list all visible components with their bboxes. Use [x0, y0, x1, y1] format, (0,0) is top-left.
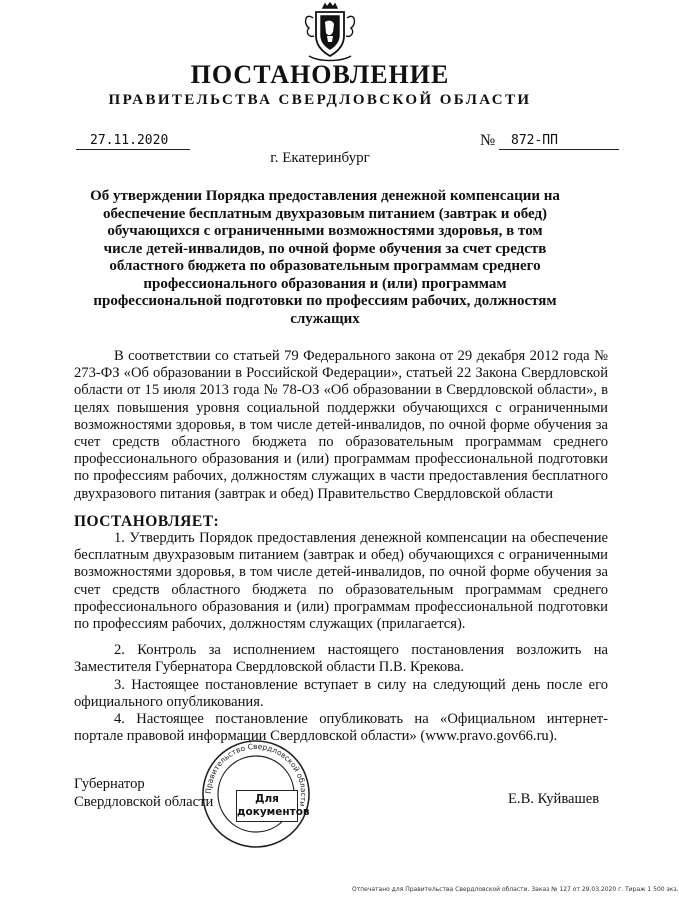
- issuing-body-heading: ПРАВИТЕЛЬСТВА СВЕРДЛОВСКОЙ ОБЛАСТИ: [108, 92, 532, 108]
- document-date: 27.11.2020: [76, 133, 190, 150]
- document-title: Об утверждении Порядка предоставления денежной компенсации на обеспечение бесплатным двухразовым питанием (завтрак и обед) обучающихся с ограниченными возможностями здоровья, в том числе детей-инвалидов, по очной форме обучения за счет средств областного бюджета по образовательным программам среднего профессионального образования и (или) программам профессиональной подготовки по профессиям рабочих, должностям служащих: [90, 188, 560, 327]
- stamp-center-label: [236, 790, 310, 822]
- decree-item-1: 1. Утвердить Порядок предоставления денежной компенсации на обеспечение бесплатным двухразовым питанием (завтрак и обед) обучающихся с ограниченными возможностями здоровья, в том числе детей-инвалидов, по очной форме обучения за счет средств областного бюджета по образовательным программам среднего профессионального образования и (или) программам профессиональной подготовки по профессиям рабочих, должностям служащих (прилагается).: [74, 530, 608, 633]
- stamp-center-line-1: Для: [255, 793, 279, 805]
- document-type-heading: ПОСТАНОВЛЕНИЕ: [190, 60, 450, 89]
- print-footer: Отпечатано для Правительства Свердловской области. Заказ № 127 от 29.03.2020 г. Тираж 1 500 экз.: [352, 886, 679, 893]
- coat-of-arms-icon: [301, 2, 359, 64]
- decree-word: ПОСТАНОВЛЯЕТ:: [74, 513, 220, 530]
- signatory-title: [74, 775, 213, 811]
- signatory-title-line-2: Свердловской области: [74, 794, 214, 810]
- stamp-ring-text: Правительство Свердловской области: [203, 741, 309, 808]
- document-city: г. Екатеринбург: [270, 150, 370, 166]
- signatory-title-line-1: Губернатор: [74, 776, 145, 792]
- preamble-paragraph: В соответствии со статьей 79 Федерального закона от 29 декабря 2012 года № 273-ФЗ «Об образовании в Российской Федерации», статьей 22 Закона Свердловской области от 15 июля 2013 года № 78-ОЗ «Об образовании в Свердловской области», в целях повышения уровня социальной поддержки обучающихся с ограниченными возможностями здоровья, в том числе детей-инвалидов, по очной форме обучения за счет средств областного бюджета по образовательным программам среднего профессионального образования и (или) программам профессиональной подготовки по профессиям рабочих, должностям служащих в части предоставления бесплатного двухразового питания (завтрак и обед) Правительство Свердловской области: [74, 348, 608, 502]
- signatory-name: Е.В. Куйвашев: [508, 791, 600, 807]
- decree-item-4: 4. Настоящее постановление опубликовать на «Официальном интернет-портале правовой информации Свердловской области» (www.pravo.gov66.ru).: [74, 711, 608, 745]
- decree-item-2: 2. Контроль за исполнением настоящего постановления возложить на Заместителя Губернатора Свердловской области П.В. Крекова.: [74, 642, 608, 676]
- document-number-label: №: [480, 132, 496, 149]
- decree-item-3: 3. Настоящее постановление вступает в силу на следующий день после его официального опубликования.: [74, 677, 608, 711]
- stamp-center-line-2: документов: [237, 806, 310, 818]
- document-number: 872-ПП: [499, 133, 619, 150]
